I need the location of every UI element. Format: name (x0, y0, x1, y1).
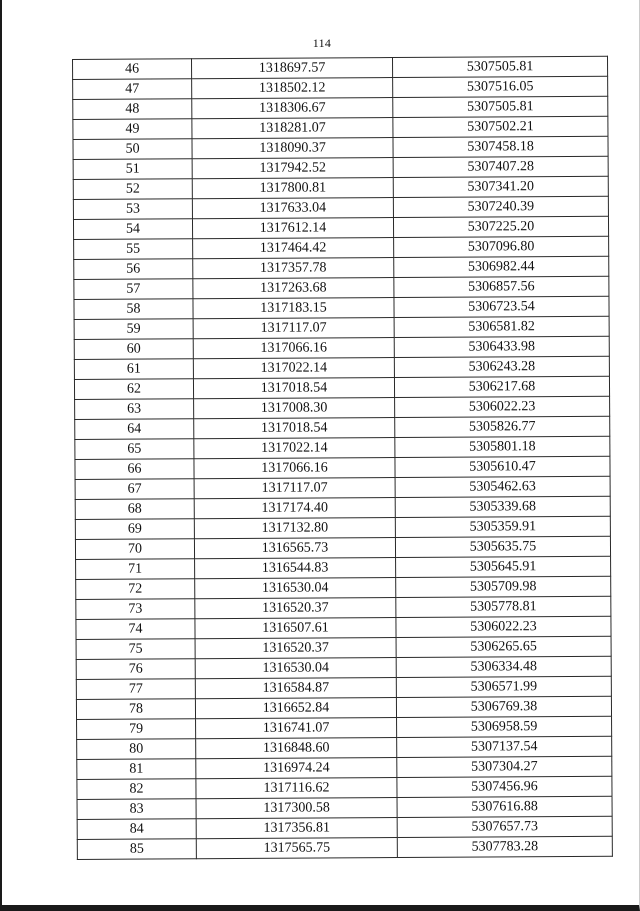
point-number-cell: 84 (77, 819, 196, 840)
table-row (73, 136, 608, 159)
x-coordinate-cell: 1317300.58 (196, 798, 397, 819)
table-row (76, 696, 611, 719)
y-coordinate-cell: 5307225.20 (393, 216, 608, 237)
x-coordinate-cell: 1317018.54 (194, 418, 395, 439)
x-coordinate-cell: 1318090.37 (192, 138, 393, 159)
x-coordinate-cell: 1317008.30 (194, 398, 395, 419)
x-coordinate-cell: 1318281.07 (192, 118, 393, 139)
y-coordinate-cell: 5307458.18 (393, 136, 608, 157)
table-row (77, 736, 612, 759)
y-coordinate-cell: 5307616.88 (397, 796, 612, 817)
point-number-cell: 71 (76, 559, 195, 580)
point-number-cell: 79 (77, 719, 196, 740)
x-coordinate-cell: 1318306.67 (192, 98, 393, 119)
y-coordinate-cell: 5306265.65 (396, 636, 611, 657)
y-coordinate-cell: 5306723.54 (394, 296, 609, 317)
y-coordinate-cell: 5307505.81 (393, 96, 608, 117)
table-row (75, 516, 610, 539)
point-number-cell: 65 (75, 439, 194, 460)
point-number-cell: 80 (77, 739, 196, 760)
y-coordinate-cell: 5305339.68 (395, 496, 610, 517)
point-number-cell: 58 (74, 299, 193, 320)
coordinates-table (72, 56, 613, 860)
point-number-cell: 64 (75, 419, 194, 440)
y-coordinate-cell: 5307096.80 (394, 236, 609, 257)
y-coordinate-cell: 5306958.59 (397, 716, 612, 737)
y-coordinate-cell: 5307516.05 (393, 76, 608, 97)
point-number-cell: 77 (76, 679, 195, 700)
point-number-cell: 72 (76, 579, 195, 600)
y-coordinate-cell: 5305359.91 (395, 516, 610, 537)
table-row (74, 356, 609, 379)
point-number-cell: 78 (76, 699, 195, 720)
y-coordinate-cell: 5305610.47 (395, 456, 610, 477)
x-coordinate-cell: 1316741.07 (196, 718, 397, 739)
table-row (74, 296, 609, 319)
table-row (76, 576, 611, 599)
point-number-cell: 57 (74, 279, 193, 300)
table-row (77, 776, 612, 799)
x-coordinate-cell: 1316848.60 (196, 738, 397, 759)
point-number-cell: 47 (73, 79, 192, 100)
table-row (77, 716, 612, 739)
x-coordinate-cell: 1317357.78 (193, 258, 394, 279)
point-number-cell: 75 (76, 639, 195, 660)
table-row (73, 56, 608, 79)
point-number-cell: 68 (75, 499, 194, 520)
point-number-cell: 81 (77, 759, 196, 780)
y-coordinate-cell: 5306217.68 (394, 376, 609, 397)
table-row (76, 676, 611, 699)
table-row (77, 836, 612, 859)
table-row (74, 236, 609, 259)
y-coordinate-cell: 5306982.44 (394, 256, 609, 277)
point-number-cell: 55 (74, 239, 193, 260)
table-row (73, 156, 608, 179)
x-coordinate-cell: 1317612.14 (192, 218, 393, 239)
y-coordinate-cell: 5307456.96 (397, 776, 612, 797)
table-row (75, 456, 610, 479)
table-row (74, 376, 609, 399)
x-coordinate-cell: 1316652.84 (195, 698, 396, 719)
y-coordinate-cell: 5305645.91 (396, 556, 611, 577)
table-row (73, 96, 608, 119)
point-number-cell: 50 (73, 139, 192, 160)
table-row (73, 216, 608, 239)
y-coordinate-cell: 5305778.81 (396, 596, 611, 617)
x-coordinate-cell: 1317800.81 (192, 178, 393, 199)
x-coordinate-cell: 1317066.16 (193, 338, 394, 359)
point-number-cell: 73 (76, 599, 195, 620)
table-row (75, 536, 610, 559)
table-row (76, 616, 611, 639)
table-row (77, 816, 612, 839)
x-coordinate-cell: 1316565.73 (194, 538, 395, 559)
x-coordinate-cell: 1316544.83 (195, 558, 396, 579)
point-number-cell: 46 (73, 59, 192, 80)
table-row (76, 636, 611, 659)
y-coordinate-cell: 5306243.28 (394, 356, 609, 377)
table-row (75, 476, 610, 499)
point-number-cell: 59 (74, 319, 193, 340)
x-coordinate-cell: 1317117.07 (194, 478, 395, 499)
x-coordinate-cell: 1317132.80 (194, 518, 395, 539)
point-number-cell: 61 (74, 359, 193, 380)
point-number-cell: 85 (77, 839, 196, 860)
point-number-cell: 48 (73, 99, 192, 120)
table-row (73, 196, 608, 219)
x-coordinate-cell: 1317183.15 (193, 298, 394, 319)
table-row (74, 336, 609, 359)
table-row (73, 116, 608, 139)
x-coordinate-cell: 1317174.40 (194, 498, 395, 519)
y-coordinate-cell: 5305462.63 (395, 476, 610, 497)
y-coordinate-cell: 5306022.23 (395, 396, 610, 417)
y-coordinate-cell: 5306581.82 (394, 316, 609, 337)
point-number-cell: 62 (74, 379, 193, 400)
x-coordinate-cell: 1316530.04 (195, 658, 396, 679)
x-coordinate-cell: 1317066.16 (194, 458, 395, 479)
table-row (75, 436, 610, 459)
x-coordinate-cell: 1316974.24 (196, 758, 397, 779)
x-coordinate-cell: 1317633.04 (192, 198, 393, 219)
y-coordinate-cell: 5307783.28 (397, 836, 612, 857)
point-number-cell: 49 (73, 119, 192, 140)
y-coordinate-cell: 5305709.98 (396, 576, 611, 597)
point-number-cell: 53 (73, 199, 192, 220)
point-number-cell: 83 (77, 799, 196, 820)
table-row (77, 756, 612, 779)
point-number-cell: 82 (77, 779, 196, 800)
table-row (73, 76, 608, 99)
x-coordinate-cell: 1317022.14 (193, 358, 394, 379)
x-coordinate-cell: 1317018.54 (193, 378, 394, 399)
table-row (77, 796, 612, 819)
point-number-cell: 70 (75, 539, 194, 560)
point-number-cell: 51 (73, 159, 192, 180)
x-coordinate-cell: 1317942.52 (192, 158, 393, 179)
table-row (76, 656, 611, 679)
y-coordinate-cell: 5306857.56 (394, 276, 609, 297)
x-coordinate-cell: 1317117.07 (193, 318, 394, 339)
y-coordinate-cell: 5307407.28 (393, 156, 608, 177)
table-row (76, 556, 611, 579)
table-row (74, 276, 609, 299)
y-coordinate-cell: 5307137.54 (397, 736, 612, 757)
x-coordinate-cell: 1317116.62 (196, 778, 397, 799)
y-coordinate-cell: 5306769.38 (396, 696, 611, 717)
point-number-cell: 74 (76, 619, 195, 640)
point-number-cell: 63 (75, 399, 194, 420)
point-number-cell: 67 (75, 479, 194, 500)
point-number-cell: 54 (73, 219, 192, 240)
table-row (75, 396, 610, 419)
point-number-cell: 76 (76, 659, 195, 680)
table-row (76, 596, 611, 619)
x-coordinate-cell: 1316507.61 (195, 618, 396, 639)
point-number-cell: 66 (75, 459, 194, 480)
table-row (75, 416, 610, 439)
table-row (74, 256, 609, 279)
point-number-cell: 60 (74, 339, 193, 360)
x-coordinate-cell: 1318502.12 (192, 78, 393, 99)
page-number: 114 (312, 36, 332, 50)
y-coordinate-cell: 5307505.81 (392, 56, 607, 77)
y-coordinate-cell: 5306433.98 (394, 336, 609, 357)
point-number-cell: 56 (74, 259, 193, 280)
x-coordinate-cell: 1317464.42 (193, 238, 394, 259)
x-coordinate-cell: 1317356.81 (196, 818, 397, 839)
x-coordinate-cell: 1316520.37 (195, 598, 396, 619)
y-coordinate-cell: 5307240.39 (393, 196, 608, 217)
x-coordinate-cell: 1316520.37 (195, 638, 396, 659)
x-coordinate-cell: 1316530.04 (195, 578, 396, 599)
x-coordinate-cell: 1318697.57 (192, 58, 393, 79)
y-coordinate-cell: 5307341.20 (393, 176, 608, 197)
y-coordinate-cell: 5305635.75 (395, 536, 610, 557)
table-row (75, 496, 610, 519)
table-row (73, 176, 608, 199)
x-coordinate-cell: 1317263.68 (193, 278, 394, 299)
y-coordinate-cell: 5305801.18 (395, 436, 610, 457)
x-coordinate-cell: 1316584.87 (195, 678, 396, 699)
point-number-cell: 69 (75, 519, 194, 540)
y-coordinate-cell: 5306022.23 (396, 616, 611, 637)
table-row (74, 316, 609, 339)
y-coordinate-cell: 5307304.27 (397, 756, 612, 777)
coordinates-table-body (73, 56, 613, 859)
point-number-cell: 52 (73, 179, 192, 200)
y-coordinate-cell: 5307657.73 (397, 816, 612, 837)
y-coordinate-cell: 5307502.21 (393, 116, 608, 137)
y-coordinate-cell: 5306571.99 (396, 676, 611, 697)
y-coordinate-cell: 5306334.48 (396, 656, 611, 677)
x-coordinate-cell: 1317022.14 (194, 438, 395, 459)
x-coordinate-cell: 1317565.75 (196, 838, 397, 859)
y-coordinate-cell: 5305826.77 (395, 416, 610, 437)
